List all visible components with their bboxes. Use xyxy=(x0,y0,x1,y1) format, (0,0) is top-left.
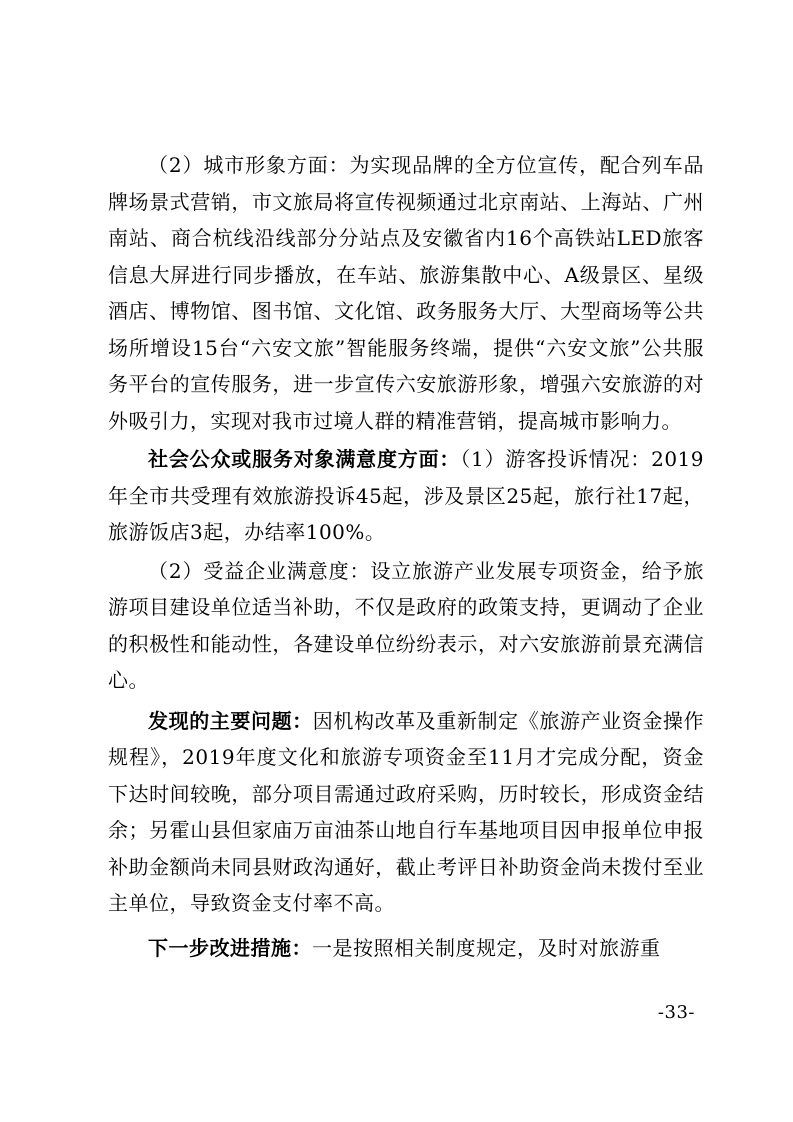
paragraph-city-image xyxy=(108,147,704,439)
document-body xyxy=(108,147,704,966)
paragraph-main-problems xyxy=(108,703,704,922)
paragraph-text: （1）游客投诉情况：2019年全市共受理有效旅游投诉45起，涉及景区25起，旅行社17起，旅游饭店3起，办结率100%。 xyxy=(108,447,705,544)
page-number: -33- xyxy=(657,1002,695,1023)
paragraph-lead: 发现的主要问题： xyxy=(148,708,313,733)
paragraph-satisfaction xyxy=(108,441,704,551)
paragraph-text: 一是按照相关制度规定，及时对旅游重 xyxy=(312,935,661,960)
paragraph-lead: 社会公众或服务对象满意度方面： xyxy=(148,447,461,471)
paragraph-text: 因机构改革及重新制定《旅游产业资金操作规程》，2019年度文化和旅游专项资金至11月才完成分配，资金下达时间较晚，部分项目需通过政府采购，历时较长，形成资金结余；另霍山县但家庙万亩油茶山地自行车基地项目因申报单位申报补助金额尚未同县财政沟通好，截止考评日补助资金尚未拨付至业主单位，导致资金支付率不高。 xyxy=(108,708,705,915)
paragraph-text: （2）城市形象方面：为实现品牌的全方位宣传，配合列车品牌场景式营销，市文旅局将宣传视频通过北京南站、上海站、广州南站、商合杭线沿线部分分站点及安徽省内16个高铁站LED旅客信息大屏进行同步播放，在车站、旅游集散中心、A级景区、星级酒店、博物馆、图书馆、文化馆、政务服务大厅、大型商场等公共场所增设15台“六安文旅”智能服务终端，提供“六安文旅”公共服务平台的宣传服务，进一步宣传六安旅游形象，增强六安旅游的对外吸引力，实现对我市过境人群的精准营销，提高城市影响力。 xyxy=(108,153,704,433)
paragraph-lead: 下一步改进措施： xyxy=(148,935,312,960)
paragraph-next-steps xyxy=(108,930,704,967)
paragraph-enterprise-satisfaction xyxy=(108,553,704,699)
paragraph-text: （2）受益企业满意度：设立旅游产业发展专项资金，给予旅游项目建设单位适当补助，不仅是政府的政策支持，更调动了企业的积极性和能动性，各建设单位纷纷表示，对六安旅游前景充满信心。 xyxy=(108,558,704,692)
